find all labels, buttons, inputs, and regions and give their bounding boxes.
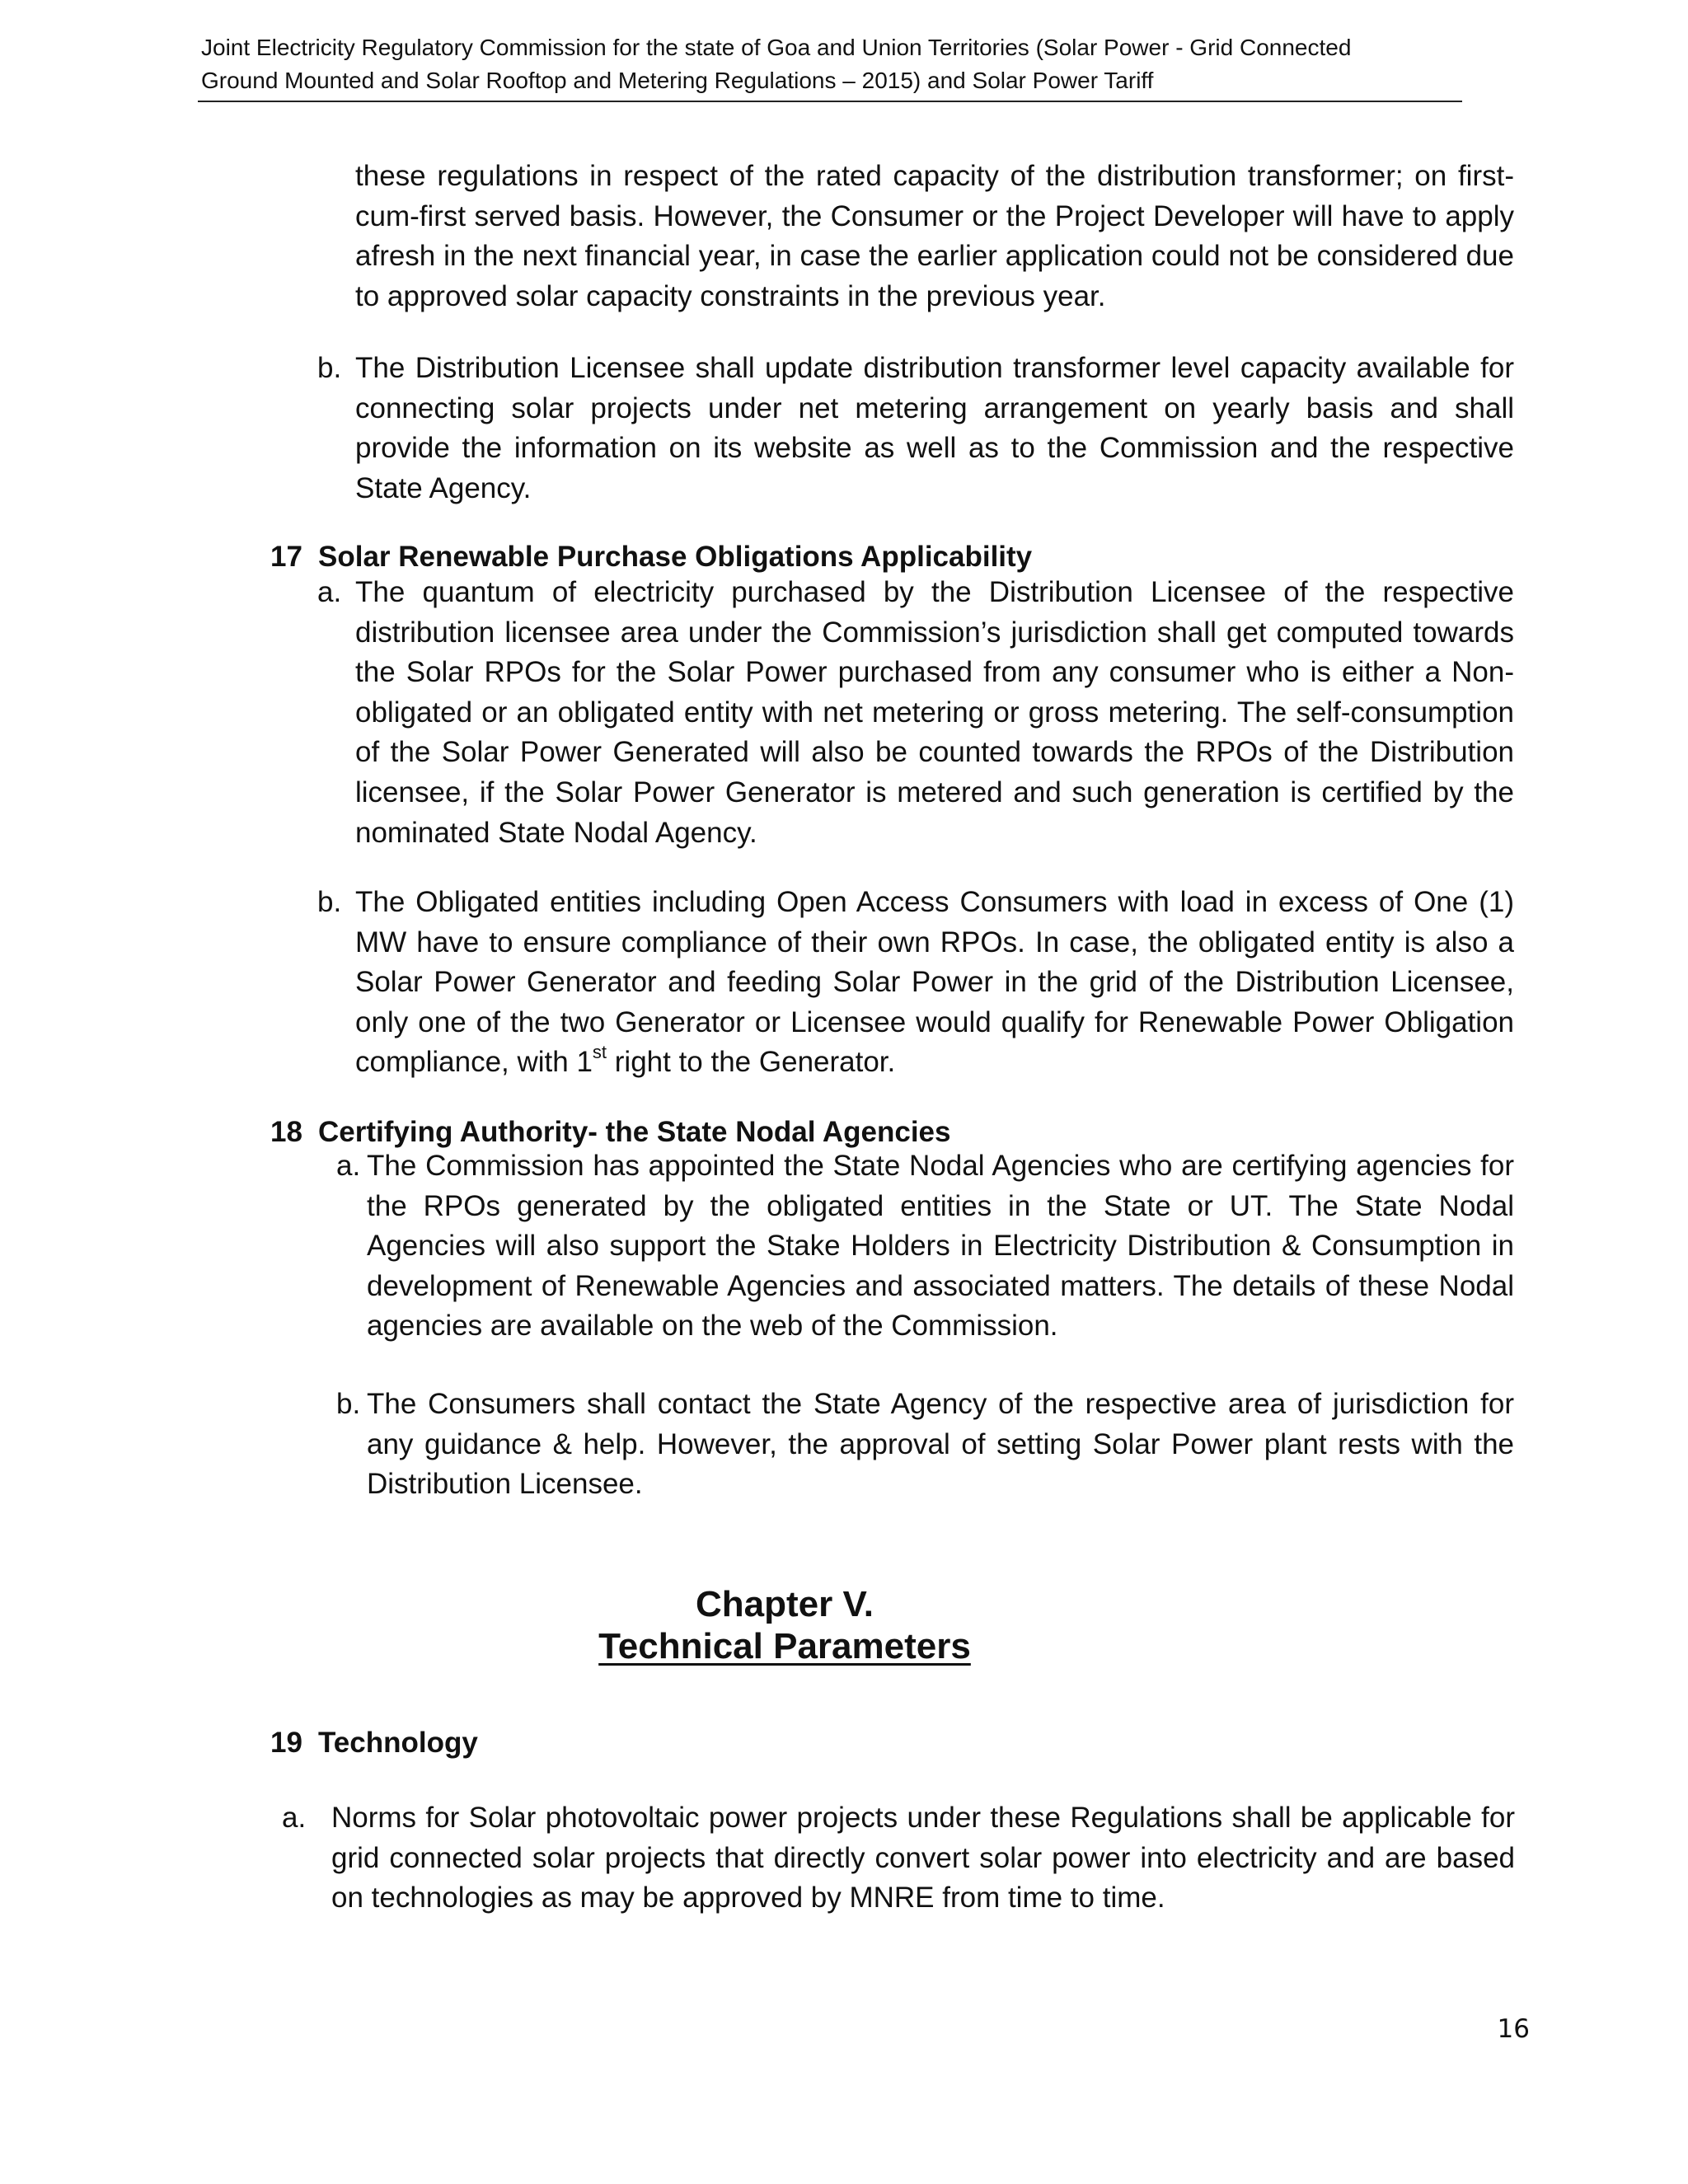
section17-a-text: The quantum of electricity purchased by the Distribution Licensee of the respective distribution licensee area under the Commission’s jurisdiction shall get computed towards the Solar RPOs for the Solar Power purchased from any consumer who is either a Non-obligated or an obligated entity with net metering or gross metering. The self-consumption of the Solar Power Generated will also be counted towards the RPOs of the Distribution licensee, if the Solar Power Generator is metered and such generation is certified by the nominated State Nodal Agency.	[355, 576, 1514, 849]
section17-b-text-end: right to the Generator.	[607, 1046, 896, 1079]
section18-a-text: The Commission has appointed the State Nodal Agencies who are certifying agencies for the RPOs generated by the obligated entities in the State or UT. The State Nodal Agencies will also support the Stake Holders in Electricity Distribution & Consumption in development of Renewable Agencies and associated matters. The details of these Nodal agencies are available on the web of the Commission.	[367, 1150, 1514, 1343]
section17-a-marker: a.	[317, 576, 342, 608]
header-line-1: Joint Electricity Regulatory Commission for the state of Goa and Union Territories (Solar Power - Grid Connected	[201, 35, 1352, 60]
section19-title: Technology	[318, 1727, 478, 1759]
section17-title: Solar Renewable Purchase Obligations Applicability	[318, 541, 1033, 573]
section17-b-text	[355, 883, 1514, 1083]
section16-b-marker: b.	[317, 352, 342, 384]
chapter-title	[0, 1624, 1569, 1669]
page-number: 16	[1497, 2014, 1530, 2044]
header-line-2: Ground Mounted and Solar Rooftop and Metering Regulations – 2015) and Solar Power Tariff	[201, 68, 1154, 93]
continued-paragraph: these regulations in respect of the rated capacity of the distribution transformer; on first-cum-first served basis. However, the Consumer or the Project Developer will have to apply afresh in the next financial year, in case the earlier application could not be considered due to approved solar capacity constraints in the previous year.	[355, 160, 1514, 312]
section19-a-text: Norms for Solar photovoltaic power projects under these Regulations shall be applicable for grid connected solar projects that directly convert solar power into electricity and are based on technologies as may be approved by MNRE from time to time.	[331, 1802, 1515, 1915]
section19-heading	[270, 1723, 478, 1763]
section18-a-marker: a.	[336, 1150, 361, 1182]
chapter-label: Chapter V.	[695, 1584, 874, 1624]
chapter-title-text: Technical Parameters	[598, 1626, 971, 1666]
section18-title: Certifying Authority- the State Nodal Agencies	[318, 1116, 951, 1148]
section17-b-marker: b.	[317, 886, 342, 918]
section18-b-marker: b.	[336, 1388, 361, 1420]
section17-b-text-main: The Obligated entities including Open Access Consumers with load in excess of One (1) MW have to ensure compliance of their own RPOs. In case, the obligated entity is also a Solar Power Generator and feeding Solar Power in the grid of the Distribution Licensee, only one of the two Generator or Licensee would qualify for Renewable Power Obligation compliance, with 1	[355, 886, 1514, 1079]
section18-number: 18	[270, 1116, 302, 1148]
section18-b-text: The Consumers shall contact the State Agency of the respective area of jurisdiction for any guidance & help. However, the approval of setting Solar Power plant rests with the Distribution Licensee.	[367, 1388, 1514, 1501]
section17-number: 17	[270, 541, 302, 573]
section19-number: 19	[270, 1727, 302, 1759]
section17-b-superscript: st	[592, 1041, 607, 1062]
section16-b-text: The Distribution Licensee shall update distribution transformer level capacity available for connecting solar projects under net metering arrangement on yearly basis and shall provide the information on its website as well as to the Commission and the respective State Agency.	[355, 352, 1514, 504]
running-header	[201, 31, 1459, 97]
section17-heading	[270, 537, 1032, 577]
section19-a-marker: a.	[282, 1802, 307, 1834]
header-divider	[198, 101, 1462, 102]
